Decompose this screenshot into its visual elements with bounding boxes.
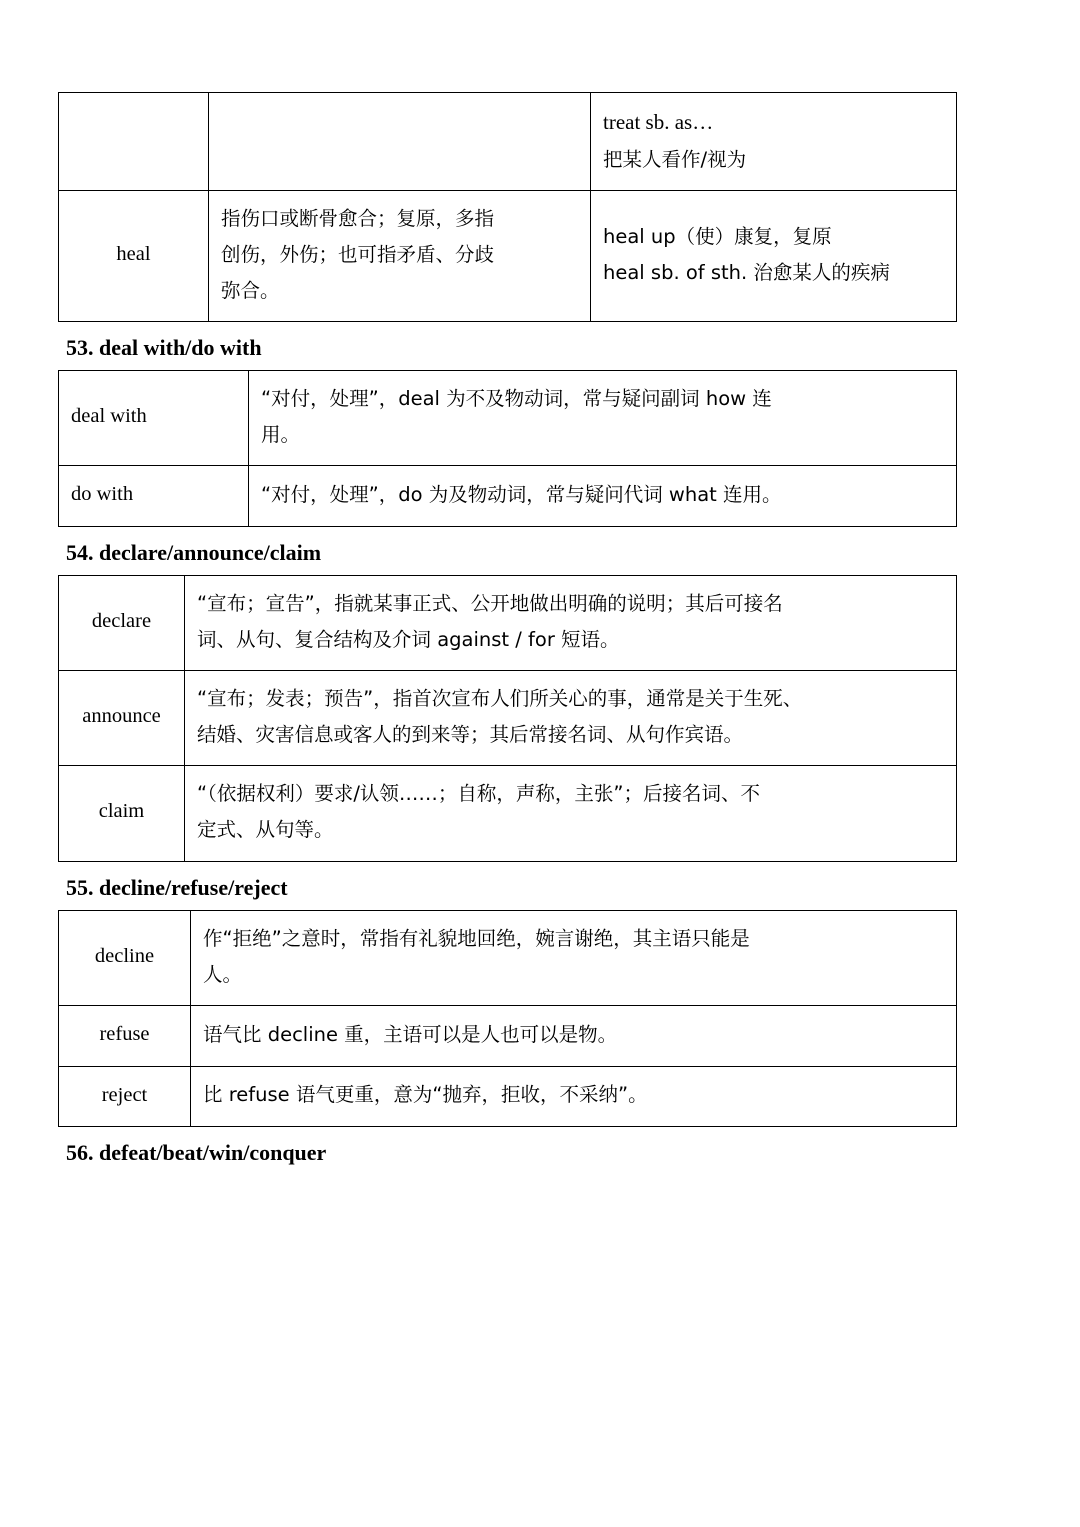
- desc-line: 弥合。: [221, 279, 280, 303]
- desc-cell-reject: [191, 1066, 957, 1127]
- table-declare: [58, 575, 957, 861]
- table-deal-with: [58, 370, 957, 527]
- term-cell-deal-with: deal with: [59, 371, 249, 466]
- table-row: [59, 93, 957, 191]
- desc-cell-do-with: [249, 466, 957, 527]
- desc-line: “宣布；发表；预告”，指首次宣布人们所关心的事，通常是关于生死、: [197, 687, 803, 711]
- term-cell-declare: declare: [59, 576, 185, 671]
- table-row: [59, 466, 957, 527]
- desc-line: 人。: [203, 962, 243, 986]
- desc-line: 比 refuse 语气更重，意为“抛弃，拒收，不采纳”。: [203, 1083, 648, 1107]
- page-content: [58, 92, 956, 1175]
- usage-cell-heal: [591, 190, 957, 321]
- table-row: [59, 1005, 957, 1066]
- table-row: [59, 671, 957, 766]
- table-row: [59, 576, 957, 671]
- desc-cell-declare: [185, 576, 957, 671]
- usage-line: 把某人看作/视为: [603, 147, 747, 171]
- desc-line: 指伤口或断骨愈合；复原，多指: [221, 206, 495, 230]
- term-cell-reject: reject: [59, 1066, 191, 1127]
- desc-cell-refuse: [191, 1005, 957, 1066]
- term-cell-empty: [59, 93, 209, 191]
- desc-line: 作“拒绝”之意时，常指有礼貌地回绝，婉言谢绝，其主语只能是: [203, 926, 750, 950]
- desc-line: 定式、从句等。: [197, 818, 334, 842]
- desc-line: 结婚、灾害信息或客人的到来等；其后常接名词、从句作宾语。: [197, 723, 744, 747]
- section-heading-55: 55. decline/refuse/reject: [66, 874, 288, 900]
- desc-cell-announce: [185, 671, 957, 766]
- usage-line: heal sb. of sth. 治愈某人的疾病: [603, 261, 890, 284]
- desc-cell-empty: [209, 93, 591, 191]
- table-row: [59, 1066, 957, 1127]
- desc-line: “对付，处理”，deal 为不及物动词，常与疑问副词 how 连: [261, 387, 772, 411]
- section-heading-56: 56. defeat/beat/win/conquer: [66, 1140, 327, 1166]
- table-row: [59, 190, 957, 321]
- desc-cell-deal-with: [249, 371, 957, 466]
- term-cell-heal: heal: [59, 190, 209, 321]
- usage-line: treat sb. as…: [603, 110, 714, 134]
- desc-cell-heal: [209, 190, 591, 321]
- term-cell-announce: announce: [59, 671, 185, 766]
- term-cell-decline: decline: [59, 910, 191, 1005]
- desc-line: “宣布；宣告”，指就某事正式、公开地做出明确的说明；其后可接名: [197, 592, 783, 616]
- table-heal: [58, 92, 957, 322]
- desc-line: “（依据权利）要求/认领……；自称，声称，主张”；后接名词、不: [197, 782, 761, 806]
- term-cell-do-with: do with: [59, 466, 249, 527]
- desc-line: 语气比 decline 重，主语可以是人也可以是物。: [203, 1022, 618, 1046]
- desc-line: 创伤，外伤；也可指矛盾、分歧: [221, 242, 495, 266]
- desc-cell-claim: [185, 766, 957, 861]
- desc-line: 用。: [261, 423, 301, 447]
- desc-line: “对付，处理”，do 为及物动词，常与疑问代词 what 连用。: [261, 483, 782, 507]
- usage-cell-treat: [591, 93, 957, 191]
- desc-line: 词、从句、复合结构及介词 against / for 短语。: [197, 628, 620, 652]
- table-row: [59, 371, 957, 466]
- term-cell-claim: claim: [59, 766, 185, 861]
- table-row: [59, 766, 957, 861]
- section-heading-53: 53. deal with/do with: [66, 335, 262, 361]
- section-heading-54: 54. declare/announce/claim: [66, 540, 322, 566]
- usage-line: heal up（使）康复，复原: [603, 224, 832, 248]
- desc-cell-decline: [191, 910, 957, 1005]
- table-decline: [58, 910, 957, 1128]
- term-cell-refuse: refuse: [59, 1005, 191, 1066]
- table-row: [59, 910, 957, 1005]
